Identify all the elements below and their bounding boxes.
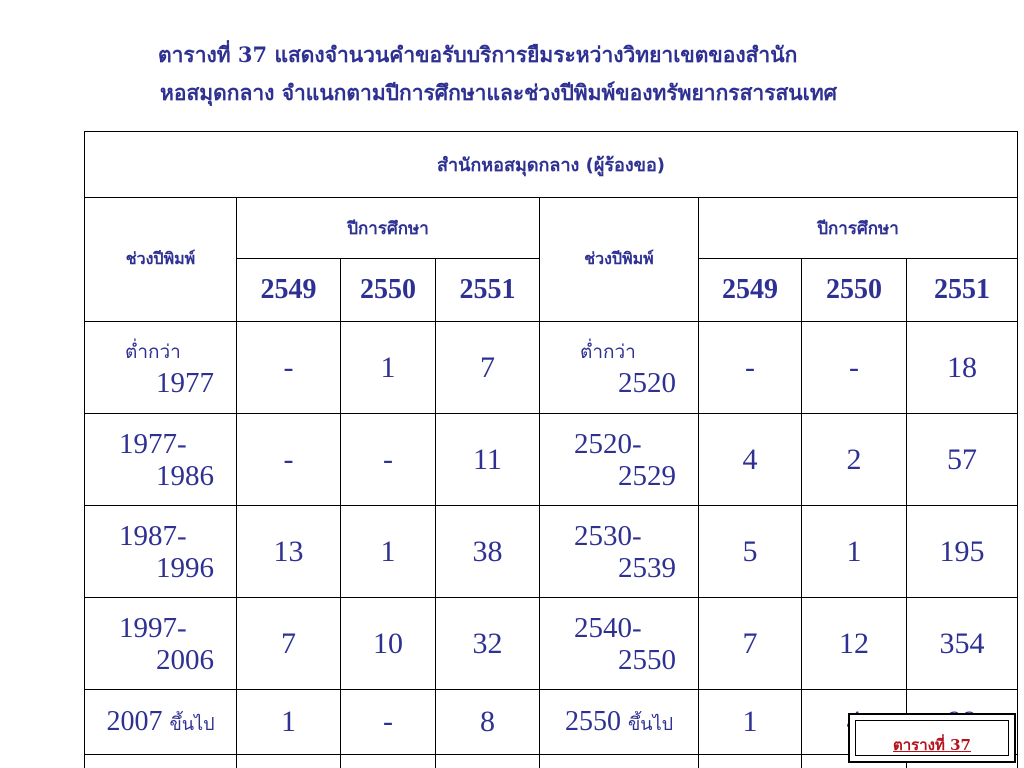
range-line-2: 1996 [156,551,214,584]
table-cell: 1 [237,690,341,755]
table-cell [436,755,540,768]
range-year: 2007 [106,706,163,737]
left-range-cell [85,690,237,755]
table-cell [85,755,237,768]
range-line-1: 1997- [119,611,187,644]
range-suffix: ขึ้นไป [169,714,215,735]
range-line-2: 2529 [618,459,676,492]
table-row [85,414,1018,506]
table-cell: 18 [907,322,1018,414]
table-cell: 8 [436,690,540,755]
table-cell: - [802,322,907,414]
range-line-1: 2540- [574,611,642,644]
right-range-header: ช่วงปีพิมพ์ [540,198,699,322]
table-row [85,322,1018,414]
table-cell: 1 [341,322,436,414]
table-cell: 5 [699,506,802,598]
table-cell: - [341,414,436,506]
table-cell: 4 [699,414,802,506]
range-line-1: 1977- [119,427,187,460]
range-line-2: 1977 [156,366,214,399]
range-line-2: 2006 [156,643,214,676]
badge-label[interactable]: ตารางที่ 37 [893,736,971,754]
left-range-cell [85,322,237,414]
range-line-1: 2520- [574,427,642,460]
left-year-header: 2551 [436,259,540,322]
right-year-header: 2549 [699,259,802,322]
range-line-2: 2539 [618,551,676,584]
table-cell: 195 [907,506,1018,598]
left-range-cell [85,598,237,690]
right-range-cell [540,690,699,755]
table-cell: 38 [436,506,540,598]
range-line-2: 1986 [156,459,214,492]
table-cell: 11 [436,414,540,506]
table-cell: 13 [237,506,341,598]
table-cell: 2 [802,414,907,506]
right-range-cell [540,598,699,690]
right-academic-year-header: ปีการศึกษา [699,198,1018,259]
range-line-2: 2520 [618,366,676,399]
right-year-header: 2551 [907,259,1018,322]
right-range-cell [540,322,699,414]
table-cell: 7 [237,598,341,690]
table-cell [540,755,699,768]
left-year-header: 2549 [237,259,341,322]
range-line-1: 1987- [119,519,187,552]
table-cell: - [237,414,341,506]
table-cell [341,755,436,768]
table-reference-badge[interactable] [848,713,1016,763]
table-cell: 1 [802,506,907,598]
table-main-header: สำนักหอสมุดกลาง (ผู้ร้องขอ) [85,132,1018,198]
table-cell: 7 [436,322,540,414]
library-loan-table [84,131,1018,768]
left-academic-year-header: ปีการศึกษา [237,198,540,259]
table-cell: - [237,322,341,414]
left-year-header: 2550 [341,259,436,322]
table-cell [699,755,802,768]
table-cell: 1 [341,506,436,598]
table-cell: 7 [699,598,802,690]
range-year: 2550 [564,706,621,737]
left-range-header: ช่วงปีพิมพ์ [85,198,237,322]
table-row [85,598,1018,690]
right-range-cell [540,414,699,506]
table-row [85,506,1018,598]
title-line-2: หอสมุดกลาง จำแนกตามปีการศึกษาและช่วงปีพิมพ์ของทรัพยากรสารสนเทศ [160,80,837,105]
table-cell [237,755,341,768]
left-range-cell [85,414,237,506]
range-line-2: 2550 [618,643,676,676]
table-cell: - [341,690,436,755]
range-suffix: ขึ้นไป [627,714,674,735]
table-cell: 354 [907,598,1018,690]
left-range-cell [85,506,237,598]
right-range-cell [540,506,699,598]
range-line-1: ต่ำกว่า [580,340,636,363]
right-year-header: 2550 [802,259,907,322]
table-cell: 10 [341,598,436,690]
table-cell: 12 [802,598,907,690]
range-line-1: 2530- [574,519,642,552]
range-line-1: ต่ำกว่า [125,340,181,363]
table-cell: 32 [436,598,540,690]
table-cell: - [699,322,802,414]
table-cell: 1 [699,690,802,755]
table-cell: 57 [907,414,1018,506]
page-title [158,36,1018,112]
title-line-1: ตารางที่ 37 แสดงจำนวนคำขอรับบริการยืมระหว่างวิทยาเขตของสำนัก [158,42,798,67]
